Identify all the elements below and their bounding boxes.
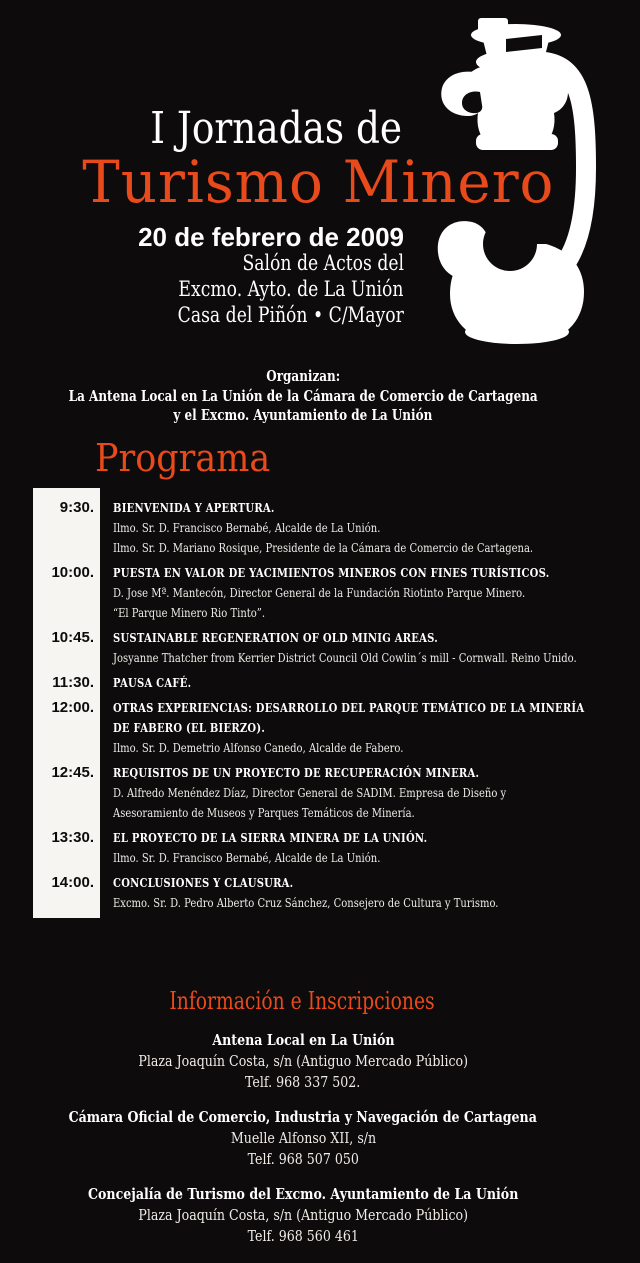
session-content: [113, 498, 638, 558]
session-detail-line: Ilmo. Sr. D. Francisco Bernabé, Alcalde de La Unión.: [113, 850, 381, 865]
contact-block: [0, 1030, 606, 1093]
session-content: [113, 873, 595, 913]
session-content: [113, 563, 640, 623]
session-time: 14:00.: [51, 874, 94, 891]
venue-line: Excmo. Ayto. de La Unión: [178, 277, 404, 301]
session-details: [113, 583, 640, 623]
contact-line: Muelle Alfonso XII, s/n: [230, 1129, 376, 1147]
title-line-1-text: I Jornadas de: [150, 103, 402, 154]
session-content: [113, 763, 605, 823]
venue-block: [0, 250, 404, 328]
organizer-line: La Antena Local en La Unión de la Cámara de Comercio de Cartagena: [68, 386, 538, 405]
session-title-line: BIENVENIDA Y APERTURA.: [113, 500, 275, 515]
session-detail-line: Ilmo. Sr. D. Mariano Rosique, Presidente de la Cámara de Comercio de Cartagena.: [113, 540, 534, 555]
contact-lines: [0, 1128, 606, 1170]
event-date-text: 20 de febrero de 2009: [138, 222, 404, 252]
session-detail-line: Josyanne Thatcher from Kerrier District Council Old Cowlin´s mill - Cornwall. Reino Unido.: [113, 650, 577, 665]
session-details: [113, 893, 595, 913]
session-title-line: SUSTAINABLE REGENERATION OF OLD MINIG AREAS.: [113, 630, 438, 645]
session-title-line: EL PROYECTO DE LA SIERRA MINERA DE LA UNIÓN.: [113, 830, 428, 845]
session-detail-line: Excmo. Sr. D. Pedro Alberto Cruz Sánchez, Consejero de Cultura y Turismo.: [113, 895, 499, 910]
session-details: [113, 848, 506, 868]
contact-line: Telf. 968 560 461: [247, 1227, 359, 1245]
session-time: 12:00.: [51, 699, 94, 716]
contact-lines: [0, 1051, 606, 1093]
session-row: [0, 828, 640, 868]
contact-block: [0, 1107, 606, 1170]
session-title-line: OTRAS EXPERIENCIAS: DESARROLLO DEL PARQUE TEMÁTICO DE LA MINERÍA: [113, 700, 585, 715]
organizers-lines: [0, 387, 606, 426]
session-content: [113, 628, 640, 668]
session-detail-line: Ilmo. Sr. D. Francisco Bernabé, Alcalde de La Unión.: [113, 520, 381, 535]
session-details: [113, 738, 640, 758]
session-details: [113, 783, 605, 823]
program-schedule: [0, 488, 640, 918]
contact-name: Cámara Oficial de Comercio, Industria y Navegación de Cartagena: [68, 1108, 538, 1126]
session-title-line: CONCLUSIONES Y CLAUSURA.: [113, 875, 294, 890]
session-time: 9:30.: [59, 499, 94, 516]
organizers-label: Organizan:: [266, 367, 340, 385]
contact-line: Plaza Joaquín Costa, s/n (Antiguo Mercado Público): [138, 1206, 468, 1224]
session-detail-line: Asesoramiento de Museos y Parques Temáticos de Minería.: [113, 805, 415, 820]
info-heading: Información e Inscripciones: [169, 987, 435, 1015]
session-row: [0, 673, 640, 693]
session-row: [0, 563, 640, 623]
organizers-block: [0, 367, 606, 426]
session-row: [0, 498, 640, 558]
session-time: 11:30.: [52, 674, 94, 691]
session-detail-line: D. Jose Mª. Mantecón, Director General de la Fundación Riotinto Parque Minero.: [113, 585, 526, 600]
session-row: [0, 698, 640, 758]
session-content: [113, 698, 640, 758]
session-time: 12:45.: [51, 764, 94, 781]
title-line-2: [0, 148, 636, 216]
session-title-line: PAUSA CAFÉ.: [113, 675, 192, 690]
organizer-line: y el Excmo. Ayuntamiento de La Unión: [173, 406, 433, 424]
session-row: [0, 763, 640, 823]
session-content: [113, 828, 506, 868]
title-line-2-text: Turismo Minero: [81, 148, 555, 216]
contact-line: Plaza Joaquín Costa, s/n (Antiguo Mercado Público): [138, 1052, 468, 1070]
session-row: [0, 628, 640, 668]
session-time: 13:30.: [51, 829, 94, 846]
session-title-line: REQUISITOS DE UN PROYECTO DE RECUPERACIÓN MINERA.: [113, 765, 480, 780]
venue-line: Salón de Actos del: [242, 251, 404, 275]
session-title-line: PUESTA EN VALOR DE YACIMIENTOS MINEROS CON FINES TURÍSTICOS.: [113, 565, 550, 580]
session-titles: [113, 763, 605, 783]
session-detail-line: D. Alfredo Menéndez Díaz, Director General de SADIM. Empresa de Diseño y: [113, 785, 507, 800]
session-row: [0, 873, 640, 913]
session-titles: [113, 673, 211, 693]
contact-block: [0, 1184, 606, 1247]
session-titles: [113, 828, 506, 848]
session-details: [113, 648, 640, 668]
session-titles: [113, 628, 640, 648]
session-time: 10:45.: [51, 629, 94, 646]
session-title-line: DE FABERO (EL BIERZO).: [113, 720, 266, 735]
session-detail-line: Ilmo. Sr. D. Demetrio Alfonso Canedo, Alcalde de Fabero.: [113, 740, 404, 755]
session-titles: [113, 498, 638, 518]
contact-name: Antena Local en La Unión: [211, 1031, 395, 1049]
contact-name: Concejalía de Turismo del Excmo. Ayuntamiento de La Unión: [87, 1185, 519, 1203]
session-titles: [113, 563, 640, 583]
session-details: [113, 518, 638, 558]
title-line-1: [0, 103, 552, 154]
session-titles: [113, 698, 640, 738]
program-heading: Programa: [95, 436, 271, 480]
event-date: [0, 222, 404, 253]
session-detail-line: “El Parque Minero Rio Tinto”.: [113, 605, 266, 620]
contact-lines: [0, 1205, 606, 1247]
session-time: 10:00.: [51, 564, 94, 581]
session-content: [113, 673, 211, 693]
session-titles: [113, 873, 595, 893]
contact-line: Telf. 968 507 050: [247, 1150, 359, 1168]
venue-line: Casa del Piñón • C/Mayor: [177, 303, 404, 327]
contacts-block: [0, 1030, 606, 1261]
contact-line: Telf. 968 337 502.: [245, 1073, 361, 1091]
